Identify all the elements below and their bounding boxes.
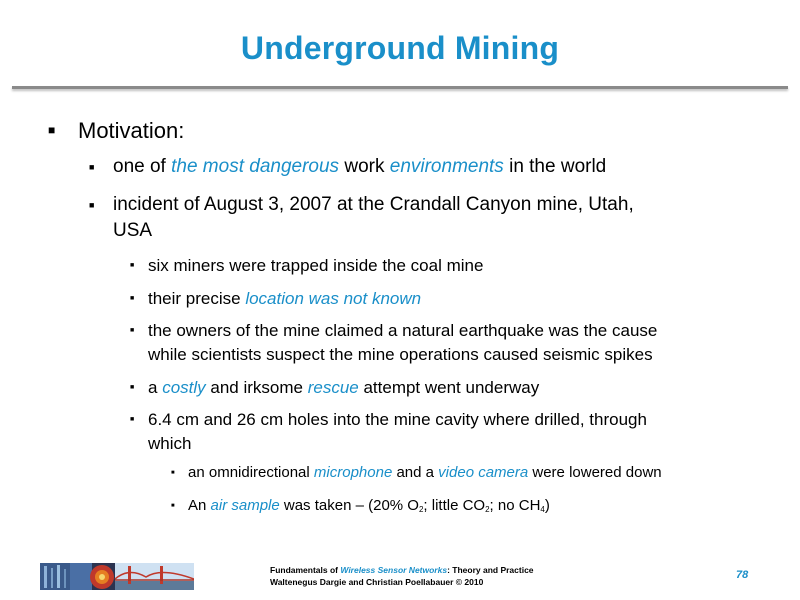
- bullet-marker: ■: [130, 327, 135, 334]
- title-divider: [12, 86, 788, 89]
- bullet-marker: ■: [89, 200, 95, 210]
- bullet-marker: ■: [171, 470, 175, 476]
- footer-line1: Fundamentals of Wireless Sensor Networks: Theory and Practice: [270, 565, 534, 575]
- bullet-rescue: a costly and irksome rescue attempt went underway: [148, 378, 540, 397]
- bullet-marker: ■: [130, 262, 135, 269]
- slide-title: Underground Mining: [240, 30, 560, 66]
- footer-collage-graphic: [40, 563, 194, 590]
- bullet-incident-line1: incident of August 3, 2007 at the Crandall Canyon mine, Utah,: [113, 194, 634, 215]
- bullet-marker: ■: [89, 162, 95, 172]
- bullet-six-miners: six miners were trapped inside the coal mine: [148, 256, 484, 275]
- footer-line2: Waltenegus Dargie and Christian Poellabauer © 2010: [270, 577, 484, 587]
- footer-banner-image: [40, 563, 194, 590]
- page-number: 78: [736, 569, 749, 581]
- bullet-microphone-camera: an omnidirectional microphone and a video camera were lowered down: [188, 464, 662, 481]
- bullet-incident-line2: USA: [113, 220, 153, 241]
- bullet-motivation: Motivation:: [78, 118, 185, 143]
- bullet-marker: ■: [171, 503, 175, 509]
- footer-citation: [270, 564, 534, 588]
- bullet-holes-line2: which: [148, 434, 192, 453]
- bullet-marker: ■: [130, 416, 135, 423]
- bullet-location-unknown: their precise location was not known: [148, 289, 422, 308]
- bullet-marker: ■: [130, 295, 135, 302]
- bullet-holes-line1: 6.4 cm and 26 cm holes into the mine cavity where drilled, through: [148, 410, 647, 429]
- bullet-marker: ■: [48, 123, 56, 137]
- bullet-dangerous-environments: one of the most dangerous work environments in the world: [113, 156, 607, 177]
- bullet-earthquake-line2: while scientists suspect the mine operations caused seismic spikes: [148, 345, 653, 364]
- bullet-air-sample: An air sample was taken – (20% $O_2$; little $CO_2$; no $CH_4$): [188, 497, 550, 514]
- bullet-marker: ■: [130, 384, 135, 391]
- bullet-earthquake-line1: the owners of the mine claimed a natural earthquake was the cause: [148, 321, 658, 340]
